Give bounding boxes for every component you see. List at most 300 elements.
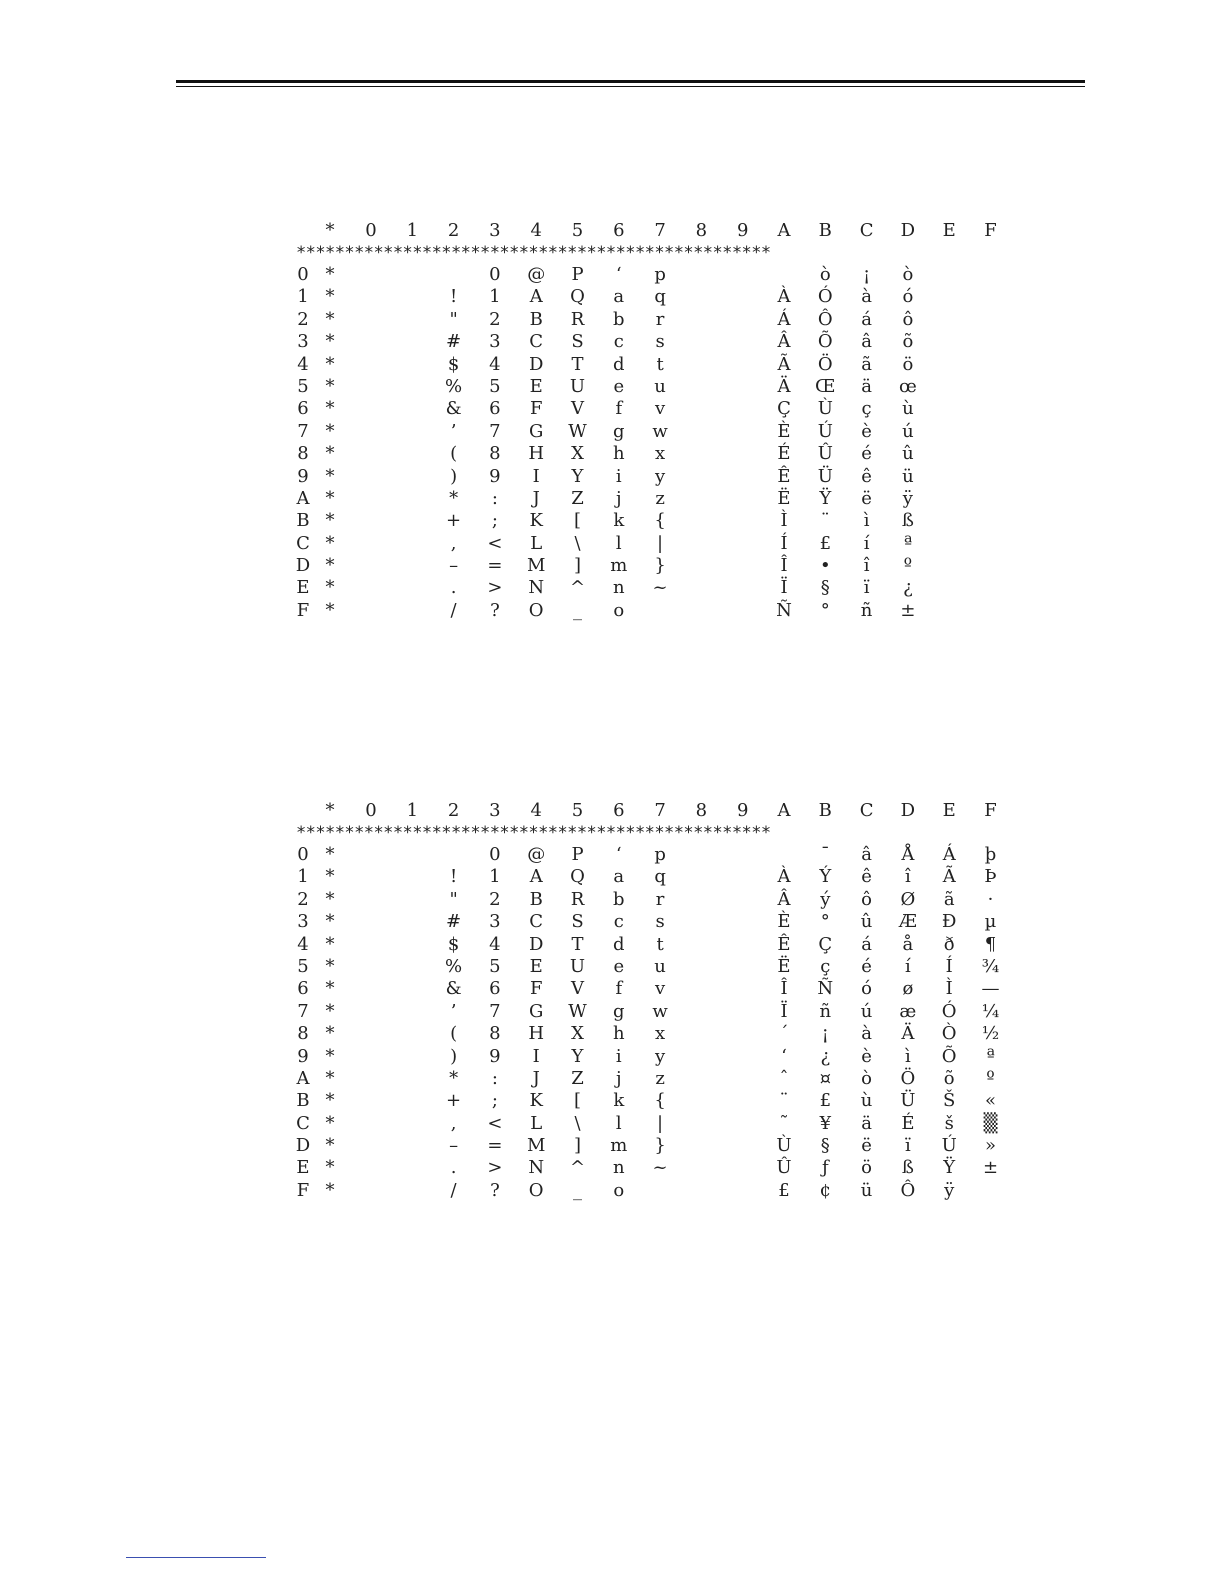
character-code-table-1 <box>296 220 1008 622</box>
char-cell: S <box>571 911 584 933</box>
char-cell: à <box>861 286 872 308</box>
char-cell: ~ <box>652 577 668 599</box>
char-cell: , <box>450 1112 457 1134</box>
char-cell: " <box>449 888 458 910</box>
stars-line: ************************************************* <box>296 823 771 843</box>
char-cell: • <box>819 555 831 577</box>
table-row <box>296 1090 1008 1112</box>
char-cell: § <box>820 1135 830 1157</box>
char-cell: ± <box>900 599 916 621</box>
column-header: 1 <box>406 800 419 821</box>
char-cell: š <box>944 1112 954 1134</box>
row-star: * <box>325 331 335 353</box>
char-cell: Œ <box>815 375 836 397</box>
row-label: 7 <box>297 420 309 442</box>
char-cell: { <box>654 1090 666 1112</box>
column-header: B <box>818 800 832 821</box>
row-label: 9 <box>297 1045 309 1067</box>
row-label: E <box>296 1157 310 1179</box>
char-cell: ¥ <box>819 1112 832 1134</box>
column-header-row <box>296 220 1008 242</box>
char-cell: [ <box>573 1090 582 1112</box>
char-cell: t <box>656 933 664 955</box>
char-cell: § <box>820 577 830 599</box>
row-label: 1 <box>297 866 309 888</box>
column-header: F <box>984 220 997 241</box>
row-star: * <box>325 888 335 910</box>
row-star: * <box>325 599 335 621</box>
char-cell: ç <box>820 955 831 977</box>
char-cell: ( <box>450 443 458 465</box>
char-cell: 9 <box>489 465 501 487</box>
char-cell: p <box>654 264 666 285</box>
column-header: 4 <box>530 800 542 821</box>
column-header: 7 <box>654 220 666 241</box>
char-cell: ! <box>449 866 458 888</box>
char-cell: â <box>861 331 872 353</box>
separator-stars <box>296 822 1008 844</box>
column-header: F <box>984 800 997 821</box>
char-cell: { <box>654 510 666 532</box>
table-row <box>296 1113 1008 1135</box>
char-cell: ñ <box>819 1000 832 1022</box>
table-row <box>296 1001 1008 1023</box>
row-label: B <box>296 510 310 532</box>
char-cell: r <box>655 308 665 330</box>
char-cell: ° <box>820 599 830 621</box>
row-star: * <box>325 1112 335 1134</box>
char-cell: c <box>613 331 624 353</box>
char-cell: R <box>570 888 585 910</box>
char-cell: ¡ <box>862 264 871 285</box>
char-cell: A <box>529 866 543 888</box>
char-cell: á <box>861 308 872 330</box>
char-cell: T <box>571 353 584 375</box>
char-cell: è <box>861 420 872 442</box>
char-cell: q <box>654 866 666 888</box>
char-cell: M <box>526 1135 546 1157</box>
row-label: 0 <box>297 844 309 865</box>
char-cell: Ý <box>819 866 832 888</box>
column-header: 4 <box>530 220 542 241</box>
char-cell: º <box>986 1067 995 1089</box>
char-cell: è <box>861 1045 872 1067</box>
column-header: E <box>942 220 956 241</box>
char-cell: A <box>529 286 543 308</box>
char-cell: œ <box>898 375 917 397</box>
table-row <box>296 866 1008 888</box>
char-cell: Ð <box>941 911 957 933</box>
row-star: * <box>325 1067 335 1089</box>
row-star: * <box>325 510 335 532</box>
char-cell: o <box>613 1179 625 1201</box>
char-cell: 0 <box>489 844 501 865</box>
char-cell: V <box>571 978 584 1000</box>
table-row <box>296 421 1008 443</box>
char-cell: ƒ <box>821 1157 829 1179</box>
char-cell: ú <box>902 420 914 442</box>
char-cell: ä <box>861 1112 872 1134</box>
char-cell: Ô <box>900 1179 916 1201</box>
char-cell: ) <box>450 465 458 487</box>
char-cell: ë <box>861 1135 872 1157</box>
char-cell: î <box>905 866 911 888</box>
char-cell: Ä <box>901 1023 915 1045</box>
char-cell: ¿ <box>903 577 913 599</box>
char-cell: W <box>568 1000 587 1022</box>
char-cell: ! <box>449 286 458 308</box>
char-cell: l <box>615 532 622 554</box>
char-cell: Ë <box>777 955 791 977</box>
table-row <box>296 844 1008 866</box>
char-cell: i <box>615 1045 622 1067</box>
char-cell: Û <box>817 443 833 465</box>
char-cell: Ñ <box>817 978 834 1000</box>
char-cell: L <box>530 1112 543 1134</box>
column-header: 6 <box>613 220 625 241</box>
row-star: * <box>325 1157 335 1179</box>
char-cell: ô <box>861 888 873 910</box>
char-cell: X <box>571 443 584 465</box>
char-cell: c <box>613 911 624 933</box>
char-cell: ÿ <box>944 1179 955 1201</box>
char-cell: ’ <box>450 420 457 442</box>
char-cell: þ <box>984 844 997 865</box>
column-header: 3 <box>489 800 501 821</box>
row-label: C <box>296 1112 310 1134</box>
char-cell: n <box>613 577 625 599</box>
char-cell: Ò <box>941 1023 957 1045</box>
char-cell: ? <box>490 1179 500 1201</box>
char-cell: ^ <box>569 1157 586 1179</box>
char-cell: P <box>571 844 584 865</box>
char-cell: û <box>860 911 873 933</box>
char-cell: Q <box>570 286 585 308</box>
row-label: A <box>296 487 310 509</box>
char-cell: ÿ <box>902 487 913 509</box>
char-cell: | <box>657 532 664 554</box>
char-cell: @ <box>527 264 546 285</box>
char-cell: ’ <box>450 1000 457 1022</box>
char-cell: Ï <box>780 577 788 599</box>
char-cell: Ù <box>817 398 833 420</box>
char-cell: , <box>450 532 457 554</box>
table-row <box>296 911 1008 933</box>
char-cell: u <box>654 955 666 977</box>
char-cell: ‘ <box>615 264 622 285</box>
char-cell: Î <box>780 978 788 1000</box>
char-cell: p <box>654 844 666 865</box>
char-cell: " <box>449 308 458 330</box>
char-cell: ì <box>905 1045 911 1067</box>
table-row <box>296 956 1008 978</box>
char-cell: º <box>903 555 913 577</box>
char-cell: æ <box>899 1000 917 1022</box>
row-label: 3 <box>297 911 309 933</box>
stars-line: ************************************************* <box>296 243 771 263</box>
table-row <box>296 600 1008 622</box>
row-label: 8 <box>297 443 309 465</box>
char-cell: ò <box>902 264 914 285</box>
char-cell: â <box>861 844 872 865</box>
row-label: 9 <box>297 465 309 487</box>
char-cell: @ <box>527 844 546 865</box>
char-cell: X <box>571 1023 584 1045</box>
char-cell: h <box>613 443 625 465</box>
row-star: * <box>325 532 335 554</box>
column-header: D <box>900 800 916 821</box>
char-cell: 6 <box>489 398 501 420</box>
char-cell: ò <box>819 264 831 285</box>
char-cell: h <box>613 1023 625 1045</box>
char-cell: M <box>526 555 546 577</box>
column-header-row <box>296 800 1008 822</box>
char-cell: ‘ <box>615 844 622 865</box>
table-row <box>296 1135 1008 1157</box>
row-label: C <box>296 532 310 554</box>
char-cell: û <box>902 443 914 465</box>
char-cell: ù <box>902 398 914 420</box>
char-cell: a <box>613 286 625 308</box>
column-header: 1 <box>406 220 419 241</box>
row-star: * <box>325 398 335 420</box>
char-cell: É <box>777 443 791 465</box>
table-row <box>296 1180 1008 1202</box>
char-cell: Ö <box>817 353 833 375</box>
char-cell: ü <box>860 1179 873 1201</box>
char-cell: D <box>528 353 544 375</box>
char-cell: $ <box>447 353 460 375</box>
char-cell: o <box>613 599 625 621</box>
row-label: 5 <box>297 955 309 977</box>
char-cell: ë <box>861 487 872 509</box>
char-cell: Ú <box>817 420 833 442</box>
char-cell: 6 <box>489 978 501 1000</box>
column-header: 8 <box>695 800 708 821</box>
char-cell: À <box>777 866 791 888</box>
row-star: * <box>325 420 335 442</box>
char-cell: Z <box>571 487 584 509</box>
column-header: A <box>777 220 791 241</box>
char-cell: Š <box>943 1090 956 1112</box>
char-cell: ) <box>450 1045 458 1067</box>
row-label: B <box>296 1090 310 1112</box>
char-cell: ¢ <box>819 1179 832 1201</box>
row-star: * <box>325 1179 335 1201</box>
char-cell: ¡ <box>821 1023 829 1045</box>
char-cell: r <box>655 888 665 910</box>
char-cell: 5 <box>489 955 501 977</box>
char-cell: È <box>777 420 791 442</box>
char-cell: k <box>613 510 625 532</box>
table-row <box>296 331 1008 353</box>
char-cell: £ <box>778 1179 790 1201</box>
char-cell: # <box>446 331 462 353</box>
char-cell: Ì <box>945 978 953 1000</box>
char-cell: = <box>487 555 503 577</box>
char-cell: ó <box>861 978 873 1000</box>
char-cell: 9 <box>489 1045 501 1067</box>
char-cell: 3 <box>489 911 501 933</box>
char-cell: » <box>984 1135 996 1157</box>
char-cell: ä <box>861 375 872 397</box>
char-cell: Ö <box>900 1067 916 1089</box>
char-cell: g <box>613 420 625 442</box>
char-cell: s <box>655 911 665 933</box>
char-cell: 4 <box>489 353 501 375</box>
char-cell: ì <box>863 510 870 532</box>
char-cell: H <box>528 1023 545 1045</box>
row-star: * <box>325 866 335 888</box>
char-cell: } <box>654 555 666 577</box>
char-cell: Î <box>780 555 788 577</box>
char-cell: D <box>528 933 544 955</box>
column-header: A <box>777 800 791 821</box>
char-cell: ò <box>861 1067 873 1089</box>
table-row <box>296 934 1008 956</box>
row-star: * <box>325 487 335 509</box>
footer-link-underline <box>126 1557 266 1558</box>
row-star: * <box>325 933 335 955</box>
char-cell: n <box>613 1157 625 1179</box>
row-label: F <box>296 1179 310 1201</box>
row-star: * <box>325 1135 335 1157</box>
char-cell: v <box>655 398 666 420</box>
char-cell: ´ <box>779 1023 789 1045</box>
table-row <box>296 309 1008 331</box>
char-cell: . <box>450 1157 457 1179</box>
column-header: 2 <box>447 220 460 241</box>
column-header: 8 <box>695 220 708 241</box>
column-header: 2 <box>447 800 460 821</box>
char-cell: ð <box>943 933 955 955</box>
char-cell: b <box>613 888 625 910</box>
char-cell: ▒ <box>983 1112 998 1134</box>
char-cell: y <box>655 1045 666 1067</box>
char-cell: Û <box>776 1157 792 1179</box>
char-cell: – <box>449 1135 459 1157</box>
char-cell: g <box>613 1000 625 1022</box>
char-cell: ø <box>902 978 914 1000</box>
char-cell: é <box>861 443 872 465</box>
char-cell: C <box>529 331 544 353</box>
row-label: F <box>296 599 310 621</box>
table-row <box>296 510 1008 532</box>
char-cell: å <box>902 933 914 955</box>
table-row <box>296 376 1008 398</box>
char-cell: í <box>905 955 911 977</box>
char-cell: ý <box>820 888 831 910</box>
char-cell: l <box>615 1112 622 1134</box>
char-cell: Â <box>777 331 791 353</box>
char-cell: ¿ <box>820 1045 831 1067</box>
row-label: 8 <box>297 1023 309 1045</box>
char-cell: L <box>530 532 543 554</box>
char-cell: x <box>655 443 666 465</box>
row-star: * <box>325 555 335 577</box>
char-cell: v <box>655 978 666 1000</box>
char-cell: m <box>610 1135 628 1157</box>
char-cell: î <box>863 555 870 577</box>
char-cell: J <box>532 487 540 509</box>
char-cell: $ <box>447 933 460 955</box>
char-cell: 4 <box>489 933 501 955</box>
char-cell: B <box>529 888 543 910</box>
char-cell: í <box>863 532 870 554</box>
char-cell: \ <box>574 532 581 554</box>
character-code-table-2 <box>296 800 1008 1202</box>
char-cell: ö <box>861 1157 873 1179</box>
char-cell: Þ <box>984 866 997 888</box>
row-star: * <box>325 978 335 1000</box>
char-cell: 7 <box>489 1000 501 1022</box>
char-cell: ¨ <box>779 1090 789 1112</box>
char-cell: E <box>529 955 543 977</box>
char-cell: £ <box>819 1090 832 1112</box>
char-cell: Z <box>571 1067 584 1089</box>
column-header: E <box>942 800 956 821</box>
char-cell: _ <box>573 599 582 621</box>
char-cell: ¶ <box>984 933 997 955</box>
char-cell: Ó <box>941 1000 957 1022</box>
char-cell: J <box>532 1067 540 1089</box>
char-cell: & <box>445 978 462 1000</box>
char-cell: s <box>655 331 665 353</box>
char-cell: 2 <box>489 308 501 330</box>
char-cell: Õ <box>941 1045 957 1067</box>
char-cell: ß <box>901 510 914 532</box>
row-star: * <box>325 353 335 375</box>
row-label: 0 <box>297 264 309 285</box>
char-cell: E <box>529 375 543 397</box>
char-cell: C <box>529 911 544 933</box>
char-cell: Õ <box>817 331 833 353</box>
char-cell: À <box>777 286 791 308</box>
char-cell: * <box>449 487 459 509</box>
column-header: 3 <box>489 220 501 241</box>
row-label: 3 <box>297 331 309 353</box>
char-cell: Ì <box>780 510 788 532</box>
char-cell: f <box>615 978 623 1000</box>
char-cell: ¤ <box>819 1067 832 1089</box>
table-row <box>296 443 1008 465</box>
char-cell: d <box>613 933 625 955</box>
char-cell: « <box>984 1090 996 1112</box>
char-cell: I <box>532 465 540 487</box>
char-cell: F <box>529 978 543 1000</box>
char-cell: B <box>529 308 543 330</box>
char-cell: # <box>446 911 462 933</box>
char-cell: ã <box>861 353 872 375</box>
char-cell: u <box>654 375 666 397</box>
char-cell: Ä <box>777 375 791 397</box>
char-cell: ã <box>943 888 955 910</box>
row-star: * <box>325 1023 335 1045</box>
char-cell: / <box>450 599 457 621</box>
table-row <box>296 577 1008 599</box>
column-header: B <box>818 220 832 241</box>
table-row <box>296 1157 1008 1179</box>
char-cell: Â <box>777 888 791 910</box>
char-cell: w <box>652 1000 668 1022</box>
char-cell: + <box>446 1090 462 1112</box>
char-cell: õ <box>902 331 914 353</box>
char-cell: e <box>613 375 625 397</box>
char-cell: Á <box>942 844 956 865</box>
char-cell: W <box>568 420 587 442</box>
char-cell: Á <box>777 308 791 330</box>
char-cell: a <box>613 866 625 888</box>
